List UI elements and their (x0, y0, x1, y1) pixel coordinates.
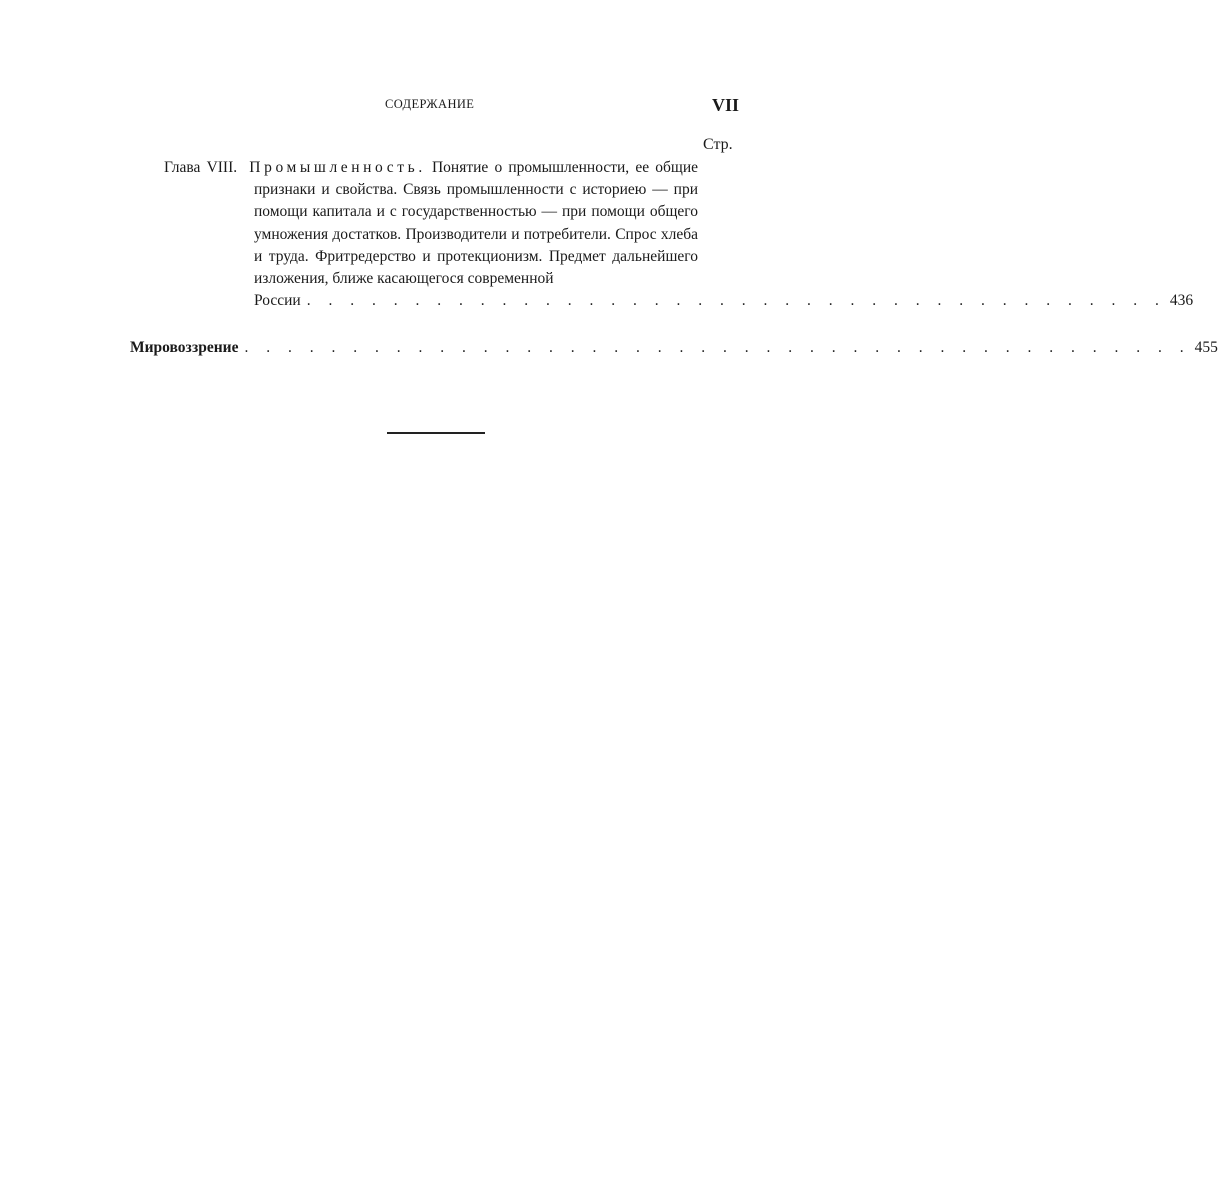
chapter-page-number: 436 (1169, 292, 1194, 310)
chapter-summary: Понятие о промышленности, ее общие признаки и свойства. Связь промышленности с историею — при помощи капитала и с государственностью — при помощи общего умножения достатков. Производители и потребители. Спрос хлеба и труда. Фритредерство и протекционизм. Предмет дальнейшего изложения, ближе касающегося современной (254, 159, 699, 288)
entry-page-number: 455 (1194, 339, 1218, 356)
chapter-description (164, 157, 698, 290)
dot-leader: . . . . . . . . . . . . . . . . . . . . . . . . . . . . . . . . . . . . . . . . (306, 292, 1166, 310)
entry-title: Мировоззрение (130, 339, 239, 356)
section-separator (387, 432, 485, 434)
chapter-name: Промышленность. (249, 159, 426, 176)
chapter-last-line: России (254, 292, 301, 310)
chapter-leader-line (164, 290, 1194, 312)
toc-entry-chapter-viii (164, 157, 1194, 312)
toc-entry-mirovozzrenie (130, 339, 1218, 357)
page-number: VII (712, 95, 740, 115)
running-title: СОДЕРЖАНИЕ (385, 97, 475, 111)
chapter-label: Глава VIII. (164, 159, 238, 176)
dot-leader: . . . . . . . . . . . . . . . . . . . . . . . . . . . . . . . . . . . . . . . . . . . . (244, 339, 1191, 356)
page-column-label: Стр. (703, 136, 733, 153)
